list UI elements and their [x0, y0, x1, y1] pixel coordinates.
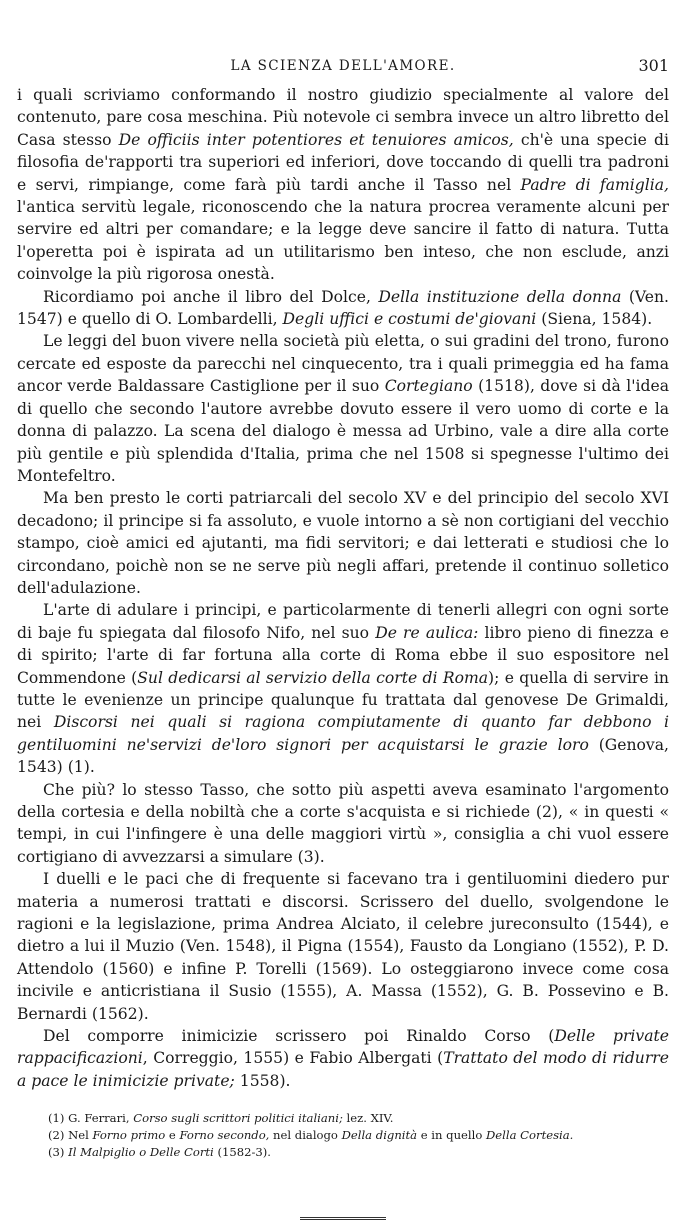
italic-title: Della dignità	[341, 1128, 418, 1143]
paragraph	[17, 1025, 669, 1092]
paragraph	[17, 84, 669, 286]
italic-title: Forno secondo,	[179, 1128, 270, 1143]
text-run: (1582-3).	[213, 1145, 271, 1160]
italic-title: Sul dedicarsi al servizio della corte di Roma	[137, 668, 489, 687]
text-run: Ma ben presto le corti patriarcali del secolo XV e del principio del secolo XVI decadono; il principe si fa assoluto, e vuole intorno a sè non cortigiani del vecchio stampo, cioè amici ed ajutanti, ma fidi servitori; e dai letterati e studiosi che lo circondano, poichè non se ne serve più negli affari, pretende il continuo solletico dell'adulazione.	[17, 489, 669, 597]
italic-title: Trattato del modo di ridurre a pace le inimicizie private;	[17, 1049, 669, 1090]
text-run: l'antica servitù legale, riconoscendo che la natura procrea veramente alcuni per servire ed altri per comandare; e la legge deve sancire il fatto di natura. Tutta l'operetta poi è ispirata ad un utilitarismo ben inteso, che non esclude, anzi coinvolge la più rigorosa onestà.	[17, 198, 669, 284]
italic-title: Cortegiano	[384, 377, 473, 396]
italic-title: Il Malpiglio o Delle Corti	[68, 1145, 214, 1160]
footnote	[48, 1110, 669, 1127]
text-run: (1) G. Ferrari,	[48, 1111, 134, 1126]
text-run: , Correggio, 1555) e Fabio Albergati (	[142, 1049, 444, 1068]
text-run: ); e quella di servire in tutte le evenienze un principe qualunque fu trattata dal genovese De Grimaldi, nei	[17, 668, 669, 732]
paragraph	[17, 330, 669, 487]
text-run: (Siena, 1584).	[536, 310, 653, 329]
paragraph	[17, 599, 669, 778]
italic-title: Discorsi nei quali si ragiona compiutamente di quanto far debbono i gentiluomini ne'servizi de'loro signori per acquistarsi le grazie loro	[17, 713, 670, 754]
italic-title: De officiis inter potentiores et tenuiores amicos,	[118, 130, 514, 149]
text-run: 1558).	[234, 1071, 291, 1090]
text-run: I duelli e le paci che di frequente si facevano tra i gentiluomini diedero pur materia a numerosi trattati e discorsi. Scrissero del duello, svolgendone le ragioni e la legislazione, prima Andrea Alciato, il celebre jureconsulto (1544), e dietro a lui il Muzio (Ven. 1548), il Pigna (1554), Fausto da Longiano (1552), P. D. Attendolo (1560) e infine P. Torelli (1569). Lo osteggiarono invece come cosa incivile e anticristiana il Susio (1555), A. Massa (1552), G. B. Possevino e B. Bernardi (1562).	[17, 870, 669, 1023]
text-run: lez. XIV.	[342, 1111, 394, 1126]
text-run: libro pieno di finezza e di spirito; l'arte di far fortuna alla corte di Roma ebbe il suo espositore nel Commendone (	[17, 623, 669, 687]
text-run: i quali scriviamo conformando il nostro giudizio specialmente al valore del contenuto, pare cosa meschina. Più notevole ci sembra invece un altro libretto del Casa stesso	[17, 86, 669, 149]
text-run: (Genova, 1543) (1).	[17, 735, 669, 777]
text-run: (1518), dove si dà l'idea di quello che secondo l'autore avrebbe dovuto essere il vero uomo di corte e la donna di palazzo. La scena del dialogo è messa ad Urbino, vale a dire alla corte più gentile e più splendida d'Italia, prima che nel 1508 si spegnesse l'ultimo dei Montefeltro.	[17, 377, 669, 485]
paragraph	[17, 868, 669, 1025]
footnote	[48, 1144, 669, 1161]
paragraph	[17, 779, 669, 869]
paragraph	[17, 286, 669, 331]
italic-title: Della Cortesia.	[486, 1128, 574, 1143]
italic-title: Forno primo	[92, 1128, 166, 1143]
text-run: Ricordiamo poi anche il libro del Dolce,	[43, 287, 379, 306]
main-text	[17, 84, 669, 1092]
page-header	[17, 58, 669, 84]
footnotes	[17, 1110, 669, 1161]
footnote	[48, 1127, 669, 1144]
text-run: Che più? lo stesso Tasso, che sotto più aspetti aveva esaminato l'argomento della cortesia e della nobiltà che a corte s'acquista e si richiede (2), « in questi « tempi, in cui l'infingere è una delle maggiori virtù », consiglia a chi vuol essere cortigiano di avvezzarsi a simulare (3).	[17, 780, 669, 866]
text-run: Del comporre inimicizie scrissero poi Rinaldo Corso (	[43, 1027, 555, 1046]
italic-title: Degli uffici e costumi de'giovani	[282, 310, 537, 329]
text-run: e	[165, 1128, 180, 1143]
italic-title: Della instituzione della donna	[378, 287, 622, 306]
text-run: L'arte di adulare i principi, e particolarmente di tenerli allegri con ogni sorte di baje fu spiegata dal filosofo Nifo, nel suo	[17, 601, 669, 642]
running-head: LA SCIENZA DELL'AMORE.	[230, 58, 456, 74]
italic-title: Corso sugli scrittori politici italiani;	[133, 1111, 343, 1126]
italic-title: De re aulica:	[375, 623, 479, 642]
page-number: 301	[638, 56, 669, 75]
text-run: Le leggi del buon vivere nella società più eletta, o sui gradini del trono, furono cercate ed esposte da parecchi nel cinquecento, tra i quali primeggia ed ha fama ancor verde Baldassare Castiglione per il suo	[17, 332, 669, 396]
paragraph	[17, 487, 669, 599]
italic-title: Delle private rappacificazioni	[17, 1027, 669, 1068]
text-run: e in quello	[417, 1128, 487, 1143]
text-run: ch'è una specie di filosofia de'rapporti tra superiori ed inferiori, dove toccando di quelli tra padroni e servi, rimpiange, come farà più tardi anche il Tasso nel	[17, 130, 669, 194]
text-run: nel dialogo	[269, 1128, 342, 1143]
italic-title: Padre di famiglia,	[520, 175, 669, 194]
text-run: (3)	[48, 1145, 69, 1160]
text-run: (Ven. 1547) e quello di O. Lombardelli,	[17, 287, 669, 329]
text-run: (2) Nel	[48, 1128, 93, 1143]
